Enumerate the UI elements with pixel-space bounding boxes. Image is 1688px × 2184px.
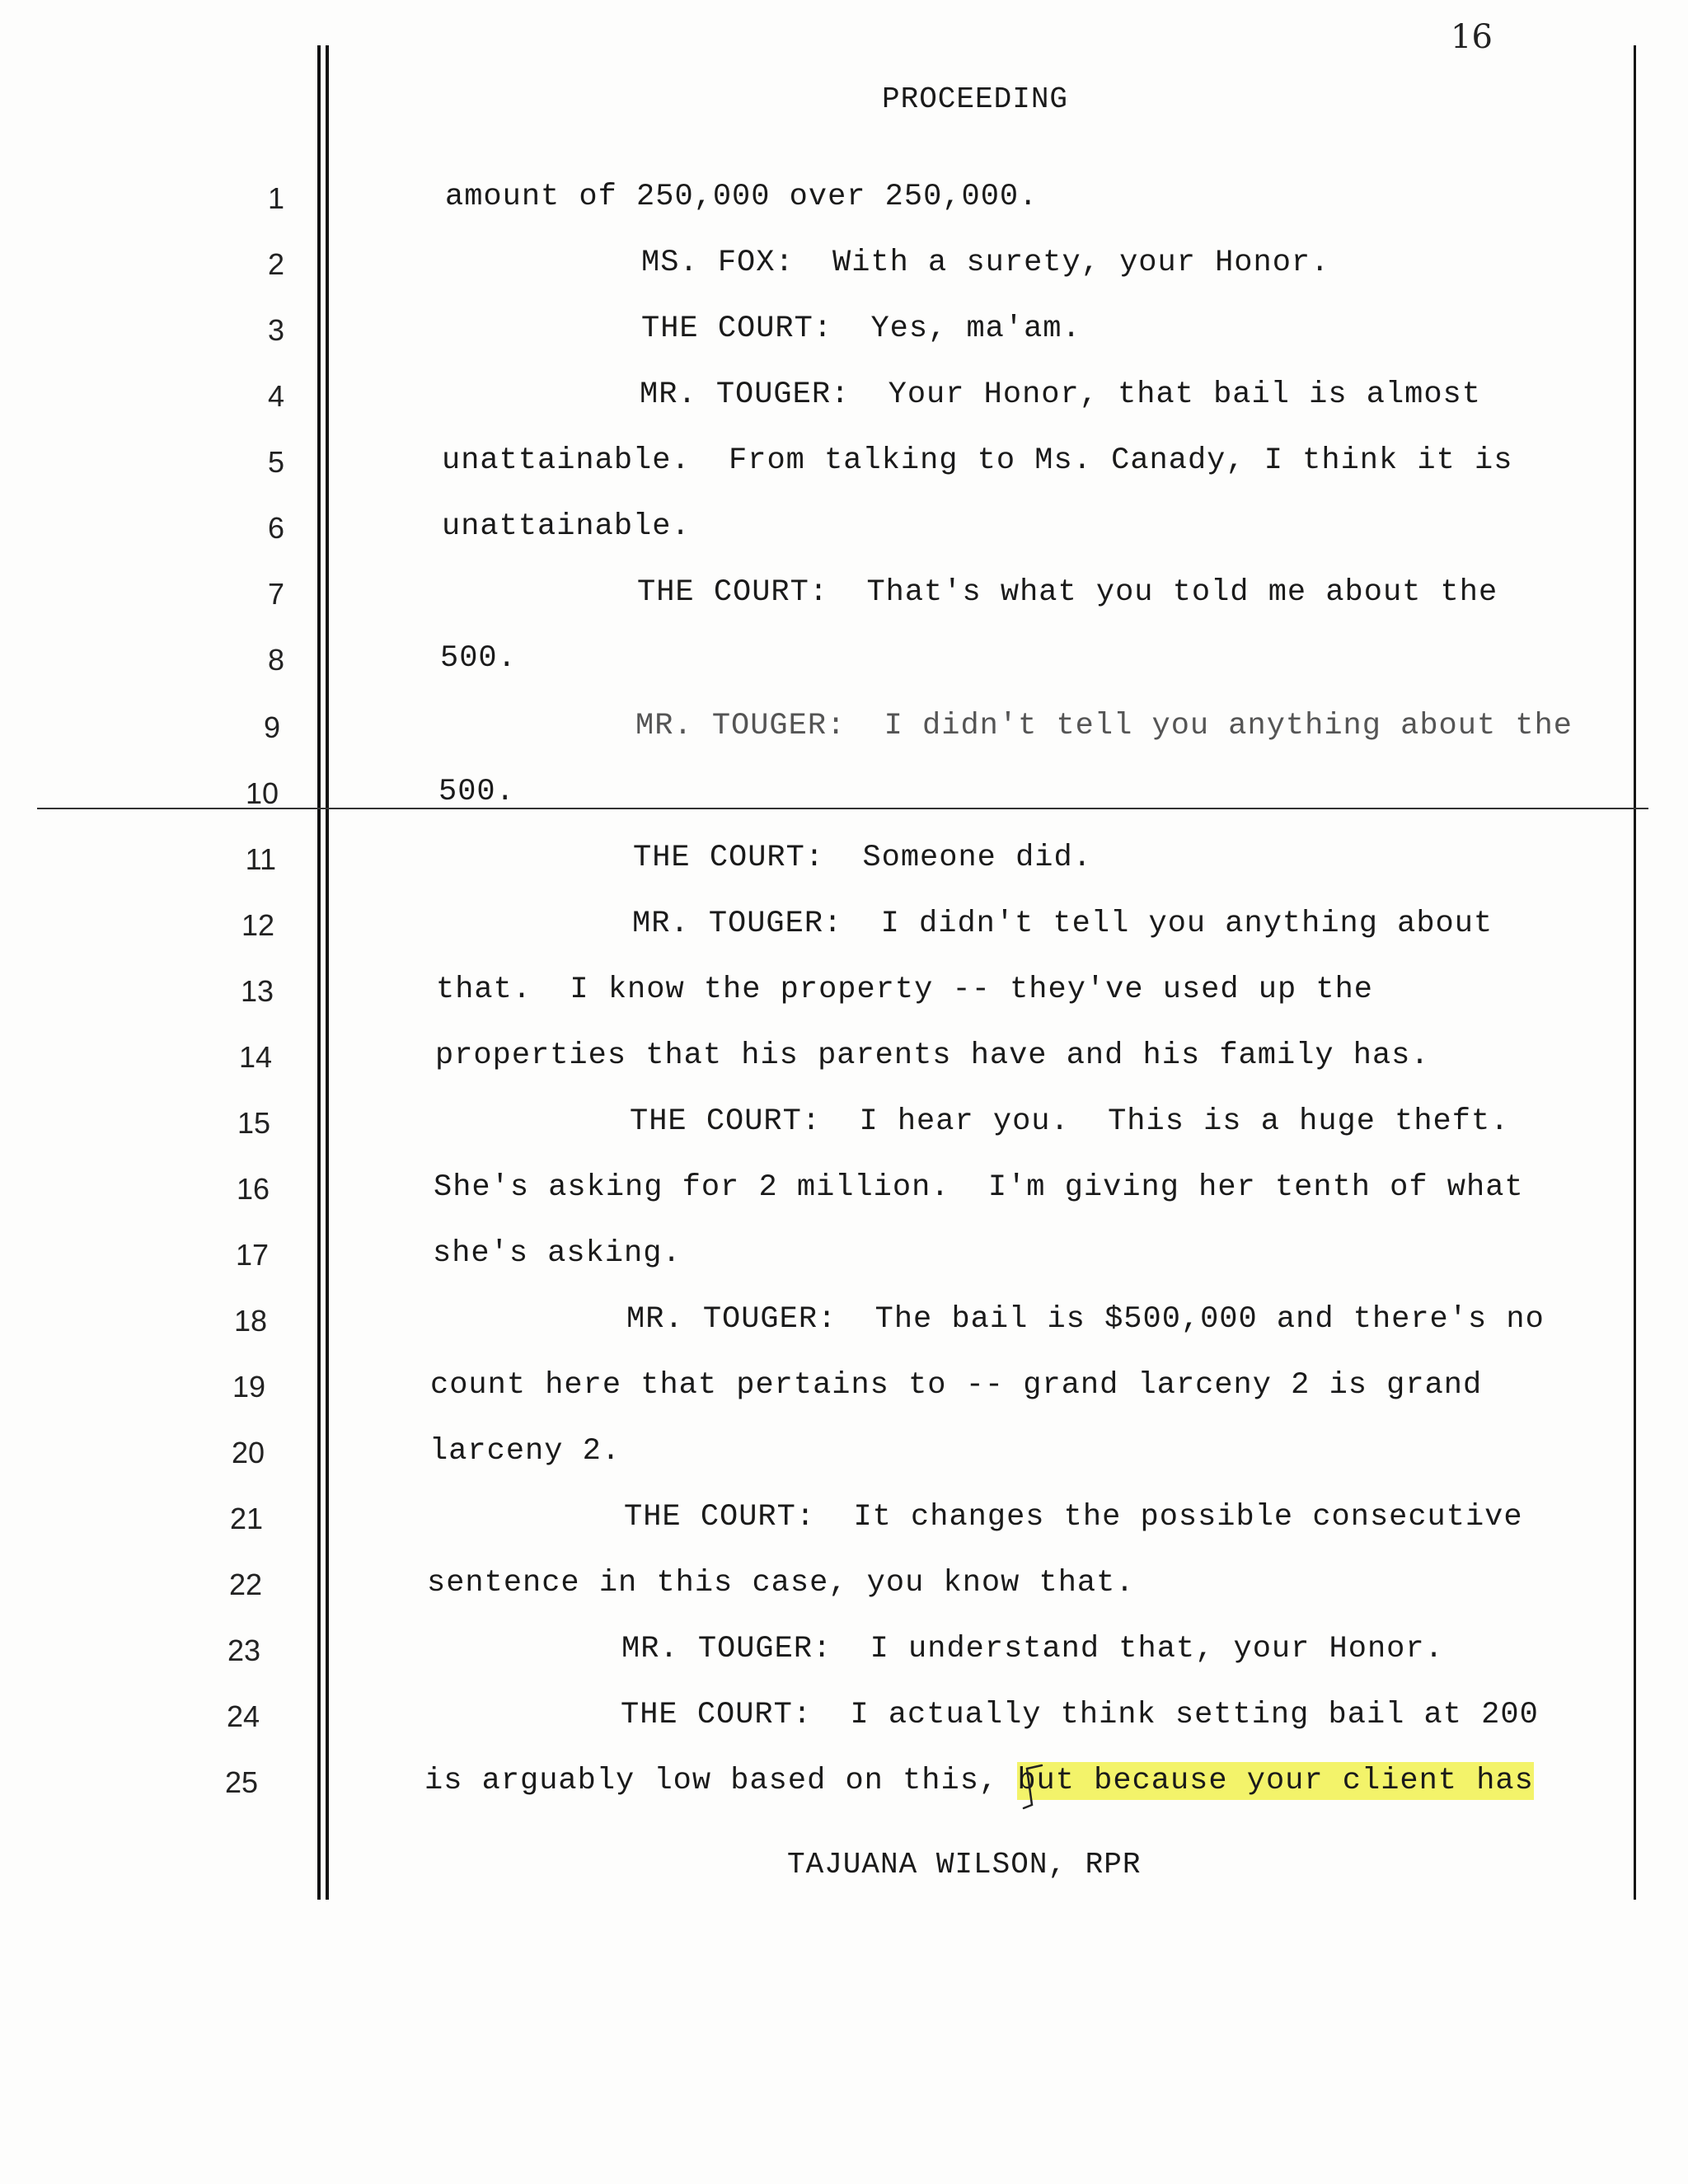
- transcript-line: MR. TOUGER: I understand that, your Honor.: [621, 1632, 1444, 1666]
- right-margin-rule: [1634, 45, 1636, 1900]
- transcript-line: THE COURT: I actually think setting bail at 200: [621, 1698, 1539, 1732]
- transcript-line: She's asking for 2 million. I'm giving her tenth of what: [434, 1170, 1524, 1205]
- transcript-line: count here that pertains to -- grand larceny 2 is grand: [430, 1368, 1483, 1403]
- transcript-line: THE COURT: Someone did.: [633, 841, 1092, 875]
- line-number: 1: [267, 181, 284, 215]
- handwritten-bracket-mark: [1020, 1762, 1045, 1811]
- transcript-line: MR. TOUGER: I didn't tell you anything about the: [635, 709, 1573, 743]
- line-number: 2: [267, 247, 284, 281]
- left-margin-rule-inner: [326, 45, 329, 1900]
- transcript-line: THE COURT: That's what you told me about the: [637, 575, 1498, 610]
- transcript-line: 500.: [440, 641, 517, 676]
- transcript-line: THE COURT: Yes, ma'am.: [641, 312, 1081, 346]
- line-number: 6: [267, 511, 284, 545]
- line-number: 18: [233, 1304, 267, 1338]
- line-number: 16: [236, 1172, 270, 1206]
- line-number: 9: [263, 710, 280, 744]
- transcript-line: amount of 250,000 over 250,000.: [445, 180, 1039, 214]
- scan-fold-line: [37, 808, 1648, 809]
- left-margin-rule-outer: [317, 45, 321, 1900]
- line-number: 8: [267, 643, 284, 677]
- transcript-line: that. I know the property -- they've used up the: [436, 972, 1373, 1007]
- line-number: 24: [226, 1699, 260, 1733]
- line-number: 15: [237, 1106, 270, 1140]
- transcript-line: she's asking.: [433, 1236, 682, 1271]
- line-number: 19: [232, 1370, 265, 1404]
- transcript-line: MS. FOX: With a surety, your Honor.: [641, 246, 1330, 280]
- transcript-line: larceny 2.: [429, 1434, 621, 1469]
- line-number: 14: [238, 1040, 272, 1074]
- transcript-line: unattainable. From talking to Ms. Canady, I think it is: [442, 443, 1513, 478]
- line-number: 17: [235, 1238, 269, 1272]
- transcript-line: MR. TOUGER: I didn't tell you anything about: [632, 907, 1493, 941]
- transcript-line: 500.: [438, 775, 515, 809]
- line-number: 13: [240, 974, 274, 1008]
- page-number: 16: [1451, 18, 1493, 56]
- line-number: 21: [229, 1502, 263, 1535]
- line-number: 23: [227, 1633, 260, 1667]
- highlighted-text: but because your client has: [1017, 1764, 1534, 1798]
- transcript-line: sentence in this case, you know that.: [427, 1566, 1135, 1601]
- transcript-line: MR. TOUGER: Your Honor, that bail is almost: [640, 377, 1481, 412]
- line-number: 11: [245, 842, 276, 876]
- line-number: 20: [231, 1436, 265, 1469]
- page-footer: TAJUANA WILSON, RPR: [787, 1848, 1142, 1882]
- line-number: 5: [267, 445, 284, 479]
- transcript-line: MR. TOUGER: The bail is $500,000 and there's no: [626, 1302, 1545, 1337]
- transcript-line: THE COURT: It changes the possible consecutive: [624, 1500, 1523, 1535]
- line-number: 7: [267, 577, 284, 611]
- transcript-line: [424, 1764, 1534, 1798]
- line-number: 4: [267, 379, 284, 413]
- transcript-line: THE COURT: I hear you. This is a huge theft.: [630, 1104, 1510, 1139]
- transcript-line-plain: is arguably low based on this,: [424, 1764, 999, 1798]
- line-number: 10: [245, 776, 279, 810]
- transcript-line: unattainable.: [442, 509, 691, 544]
- line-number: 25: [224, 1765, 258, 1799]
- line-number: 3: [267, 313, 284, 347]
- transcript-line: properties that his parents have and his family has.: [435, 1038, 1430, 1073]
- page-header: PROCEEDING: [882, 82, 1069, 116]
- line-number: 12: [241, 908, 274, 942]
- line-number: 22: [228, 1568, 262, 1601]
